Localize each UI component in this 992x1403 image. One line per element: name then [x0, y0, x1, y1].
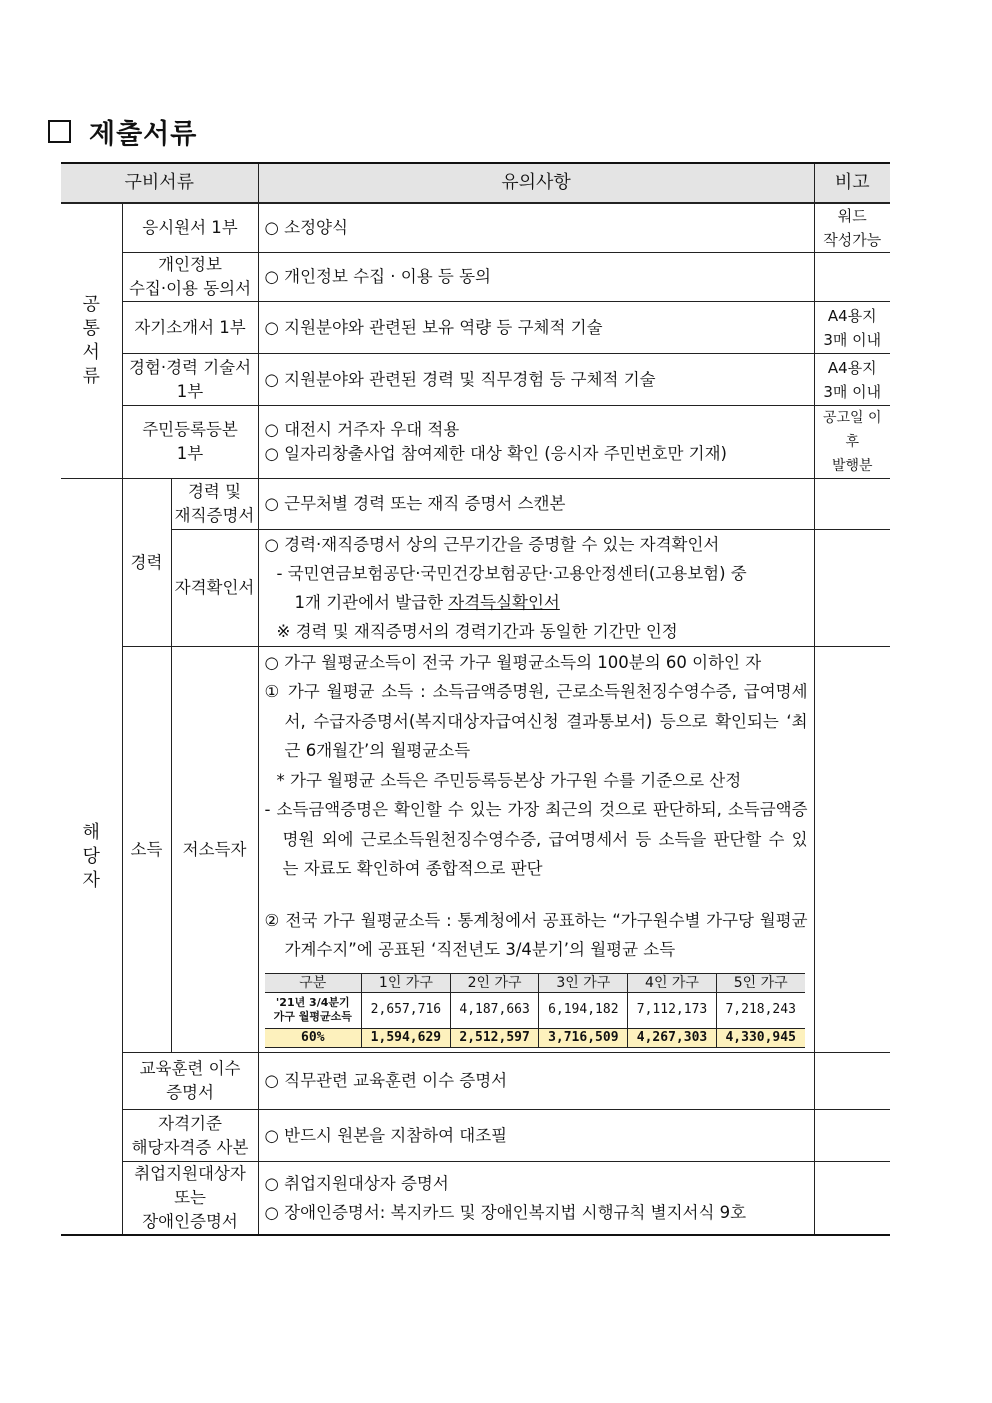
- doc-education: 교육훈련 이수 증명서: [122, 1053, 258, 1110]
- income-label: 소득: [122, 647, 171, 1053]
- remark-license: [814, 1110, 890, 1162]
- header-remarks: 비고: [814, 163, 890, 203]
- doc-resident-reg: 주민등록등본 1부: [122, 406, 258, 479]
- subtable-row-60pct: 60% 1,594,629 2,512,597 3,716,509 4,267,303 4,330,945: [265, 1028, 805, 1047]
- doc-self-intro: 자기소개서 1부: [122, 302, 258, 354]
- table-row: [61, 302, 890, 354]
- table-row: [61, 647, 890, 1053]
- remark-self-intro: A4용지 3매 이내: [814, 302, 890, 354]
- table-row: [61, 1162, 890, 1236]
- header-docs: 구비서류: [61, 163, 258, 203]
- notes-self-intro: ○ 지원분야와 관련된 보유 역량 등 구체적 기술: [258, 302, 814, 354]
- remark-career-cert: [814, 479, 890, 530]
- doc-privacy-consent: 개인정보 수집·이용 동의서: [122, 253, 258, 302]
- qualification-doc-name: 자격득실확인서: [448, 593, 560, 612]
- notes-resident-reg: ○ 대전시 거주자 우대 적용 ○ 일자리창출사업 참여제한 대상 확인 (응시자 주민번호만 기재): [258, 406, 814, 479]
- table-row: [61, 354, 890, 406]
- doc-license: 자격기준 해당자격증 사본: [122, 1110, 258, 1162]
- table-row: [61, 1053, 890, 1110]
- checkbox-square-icon: [48, 120, 71, 143]
- documents-table: [61, 162, 890, 1236]
- table-row: [61, 253, 890, 302]
- notes-license: ○ 반드시 원본을 지참하여 대조필: [258, 1110, 814, 1162]
- notes-privacy-consent: ○ 개인정보 수집 · 이용 등 동의: [258, 253, 814, 302]
- remark-qualification: [814, 530, 890, 647]
- applicable-docs-label: 해 당 자: [61, 479, 122, 1236]
- remark-experience: A4용지 3매 이내: [814, 354, 890, 406]
- notes-employment-support: ○ 취업지원대상자 증명서 ○ 장애인증명서: 복지카드 및 장애인복지법 시행규칙 별지서식 9호: [258, 1162, 814, 1236]
- notes-career-cert: ○ 근무처별 경력 또는 재직 증명서 스캔본: [258, 479, 814, 530]
- table-row: [61, 203, 890, 253]
- table-row: [61, 530, 890, 647]
- remark-application: 워드 작성가능: [814, 203, 890, 253]
- doc-employment-support: 취업지원대상자 또는 장애인증명서: [122, 1162, 258, 1236]
- income-subtable: [265, 973, 805, 1048]
- notes-experience: ○ 지원분야와 관련된 경력 및 직무경험 등 구체적 기술: [258, 354, 814, 406]
- doc-career-cert: 경력 및 재직증명서: [171, 479, 258, 530]
- remark-education: [814, 1053, 890, 1110]
- notes-qualification: ○ 경력·재직증명서 상의 근무기간을 증명할 수 있는 자격확인서 - 국민연금보험공단·국민건강보험공단·고용안정센터(고용보험) 중 1개 기관에서 발급한 자격득실확인서 ※ 경력 및 재직증명서의 경력기간과 동일한 기간만 인정: [258, 530, 814, 647]
- notes-income: ○ 가구 월평균소득이 전국 가구 월평균소득의 100분의 60 이하인 자 ① 가구 월평균 소득 : 소득금액증명원, 근로소득원천징수영수증, 급여명세서, 수급자증명서(복지대상자급여신청 결과통보서) 등으로 확인되는 ‘최근 6개월간’의 월평균소득 * 가구 월평균 소득은 주민등록등본상 가구원 수를 기준으로 산정 - 소득금액증명은 확인할 수 있는 가장 최근의 것으로 판단하되, 소득금액증명원 외에 근로소득원천징수영수증, 급여명세서 등 소득을 판단할 수 있는 자료도 확인하여 종합적으로 판단 ② 전국 가구 월평균소득 : 통계청에서 공표하는 “가구원수별 가구당 월평균 가계수지”에 공표된 ‘직전년도 3/4분기’의 월평균 소득 구분 1인 가구 2인 가구 3인 가구 4인 가구 5인 가구 '21년 3/4분기 가구 월평균소득 2,657,716 4,187,663 6,194,182 7,112,173 7,218,243 60% 1,594,629 2,512,597 3,716,509 4,267,303 4,330,945: [258, 647, 814, 1053]
- common-docs-label: 공 통 서 류: [61, 203, 122, 479]
- table-header-row: [61, 163, 890, 203]
- doc-experience: 경험·경력 기술서 1부: [122, 354, 258, 406]
- section-title: 제출서류: [89, 119, 198, 150]
- notes-education: ○ 직무관련 교육훈련 이수 증명서: [258, 1053, 814, 1110]
- table-row: [61, 406, 890, 479]
- section-heading: [48, 112, 197, 151]
- notes-application: ○ 소정양식: [258, 203, 814, 253]
- remark-resident-reg: 공고일 이후 발행분: [814, 406, 890, 479]
- doc-qualification: 자격확인서: [171, 530, 258, 647]
- income-sublabel: 저소득자: [171, 647, 258, 1053]
- table-row: [61, 1110, 890, 1162]
- subtable-row-income: '21년 3/4분기 가구 월평균소득 2,657,716 4,187,663 6,194,182 7,112,173 7,218,243: [265, 992, 805, 1028]
- table-row: [61, 479, 890, 530]
- remark-employment-support: [814, 1162, 890, 1236]
- header-notes: 유의사항: [258, 163, 814, 203]
- doc-application: 응시원서 1부: [122, 203, 258, 253]
- subtable-header-row: 구분 1인 가구 2인 가구 3인 가구 4인 가구 5인 가구: [265, 973, 805, 992]
- remark-income: [814, 647, 890, 1053]
- remark-privacy-consent: [814, 253, 890, 302]
- career-label: 경력: [122, 479, 171, 647]
